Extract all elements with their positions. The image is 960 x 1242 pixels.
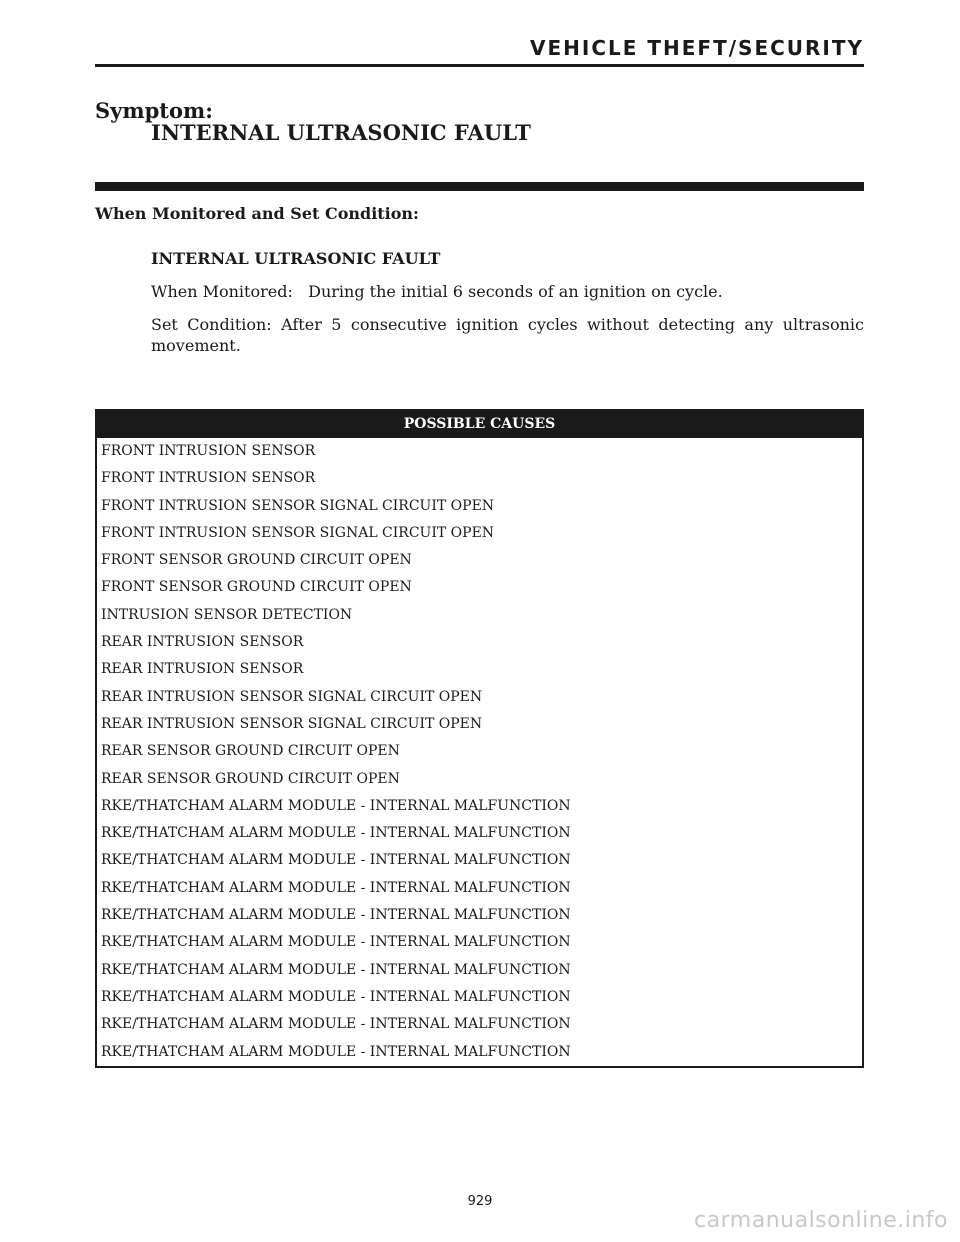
section-header: VEHICLE THEFT/SECURITY <box>530 36 864 60</box>
symptom-title: INTERNAL ULTRASONIC FAULT <box>151 120 531 145</box>
symptom-label: Symptom: <box>95 98 213 123</box>
header-rule <box>95 64 864 67</box>
cause-row: RKE/THATCHAM ALARM MODULE - INTERNAL MALFUNCTION <box>101 879 571 896</box>
cause-row: RKE/THATCHAM ALARM MODULE - INTERNAL MALFUNCTION <box>101 907 571 924</box>
cause-row: FRONT INTRUSION SENSOR <box>101 443 316 459</box>
cause-row: REAR INTRUSION SENSOR SIGNAL CIRCUIT OPEN <box>101 715 483 732</box>
possible-causes-table <box>95 409 864 1068</box>
conditions-heading: When Monitored and Set Condition: <box>95 204 419 223</box>
condition-title: INTERNAL ULTRASONIC FAULT <box>151 249 441 268</box>
cause-row: RKE/THATCHAM ALARM MODULE - INTERNAL MALFUNCTION <box>101 852 571 869</box>
cause-row: INTRUSION SENSOR DETECTION <box>101 606 353 623</box>
when-monitored-text: When Monitored: During the initial 6 seconds of an ignition on cycle. <box>151 282 723 301</box>
cause-list <box>97 438 862 1066</box>
watermark: carmanualsonline.info <box>694 1208 948 1233</box>
cause-row: FRONT SENSOR GROUND CIRCUIT OPEN <box>101 579 412 596</box>
cause-row: RKE/THATCHAM ALARM MODULE - INTERNAL MALFUNCTION <box>101 988 571 1005</box>
cause-row: RKE/THATCHAM ALARM MODULE - INTERNAL MALFUNCTION <box>101 797 571 814</box>
cause-row: REAR SENSOR GROUND CIRCUIT OPEN <box>101 770 400 787</box>
cause-row: RKE/THATCHAM ALARM MODULE - INTERNAL MALFUNCTION <box>101 934 571 951</box>
cause-row: REAR INTRUSION SENSOR SIGNAL CIRCUIT OPEN <box>101 688 483 705</box>
cause-row: REAR SENSOR GROUND CIRCUIT OPEN <box>101 743 400 760</box>
cause-row: FRONT SENSOR GROUND CIRCUIT OPEN <box>101 552 412 569</box>
cause-row: RKE/THATCHAM ALARM MODULE - INTERNAL MALFUNCTION <box>101 825 571 842</box>
cause-row: FRONT INTRUSION SENSOR SIGNAL CIRCUIT OPEN <box>101 524 495 541</box>
cause-row: REAR INTRUSION SENSOR <box>101 634 304 651</box>
cause-row: RKE/THATCHAM ALARM MODULE - INTERNAL MALFUNCTION <box>101 961 571 978</box>
cause-row: FRONT INTRUSION SENSOR <box>101 470 316 487</box>
page-number: 929 <box>467 1194 493 1209</box>
cause-row: RKE/THATCHAM ALARM MODULE - INTERNAL MALFUNCTION <box>101 1016 571 1033</box>
possible-causes-header: POSSIBLE CAUSES <box>97 411 862 438</box>
section-divider <box>95 182 864 191</box>
set-condition-text: Set Condition: After 5 consecutive ignition cycles without detecting any ultrasonic movement. <box>151 315 864 355</box>
cause-row: FRONT INTRUSION SENSOR SIGNAL CIRCUIT OPEN <box>101 497 495 514</box>
cause-row: REAR INTRUSION SENSOR <box>101 661 304 678</box>
cause-row: RKE/THATCHAM ALARM MODULE - INTERNAL MALFUNCTION <box>101 1043 571 1060</box>
